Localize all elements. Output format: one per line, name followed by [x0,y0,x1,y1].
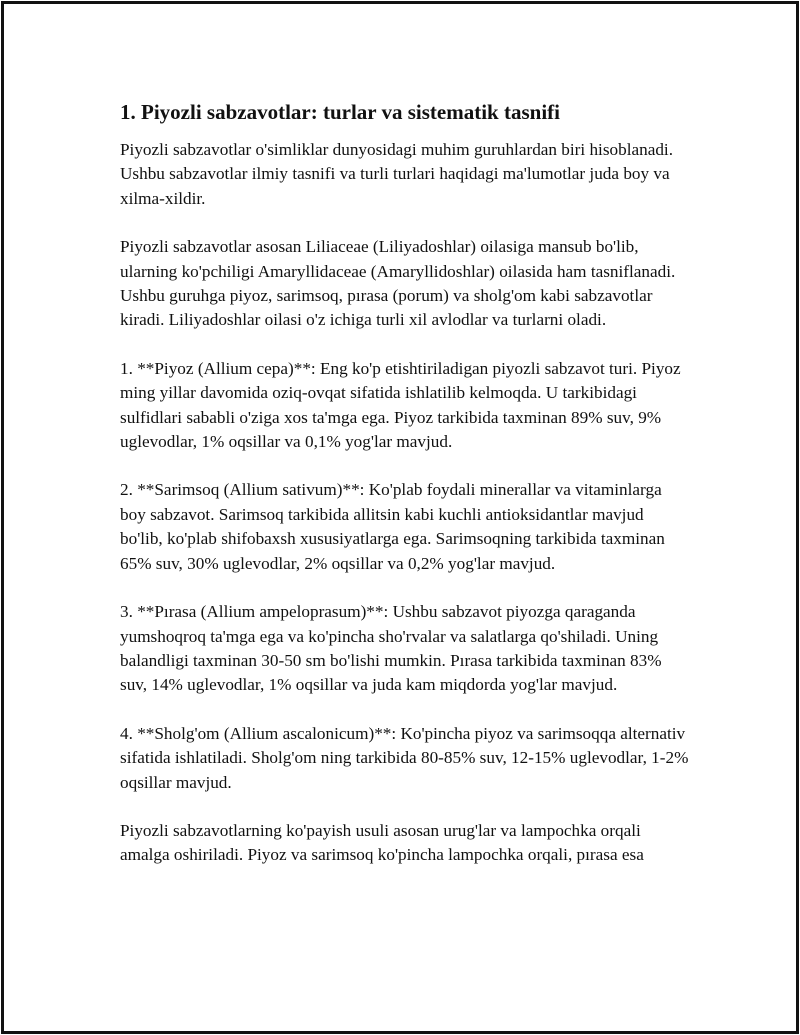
intro-paragraph: Piyozli sabzavotlar o'simliklar dunyosidagi muhim guruhlardan biri hisoblanadi. Ushbu sabzavotlar ilmiy tasnifi va turli turlari haqidagi ma'lumotlar juda boy va xilma-xildir. [120,140,674,208]
document-page [1,1,799,1034]
document-content [120,98,690,868]
leek-paragraph: 3. **Pırasa (Allium ampeloprasum)**: Ushbu sabzavot piyozga qaraganda yumshoqroq ta'mga ega va ko'pincha sho'rvalar va salatlarga qo'shiladi. Uning balandligi taxminan 30-50 sm bo'lishi mumkin. Pırasa tarkibida taxminan 83% suv, 14% uglevodlar, 1% oqsillar va juda kam miqdorda yog'lar mavjud. [120,602,662,695]
propagation-paragraph: Piyozli sabzavotlarning ko'payish usuli asosan urug'lar va lampochka orqali amalga oshiriladi. Piyoz va sarimsoq ko'pincha lampochka orqali, pırasa esa [120,820,644,865]
garlic-paragraph: 2. **Sarimsoq (Allium sativum)**: Ko'plab foydali minerallar va vitaminlarga boy sabzavot. Sarimsoq tarkibida allitsin kabi kuchli antioksidantlar mavjud bo'lib, ko'plab shifobaxsh xususiyatlarga ega. Sarimsoqning tarkibida taxminan 65% suv, 30% uglevodlar, 2% oqsillar va 0,2% yog'lar mavjud. [120,480,665,573]
onion-paragraph: 1. **Piyoz (Allium cepa)**: Eng ko'p etishtiriladigan piyozli sabzavot turi. Piyoz ming yillar davomida oziq-ovqat sifatida ishlatilib kelmoqda. U tarkibidagi sulfidlari sababli o'ziga xos ta'mga ega. Piyoz tarkibida taxminan 89% suv, 9% uglevodlar, 1% oqsillar va 0,1% yog'lar mavjud. [120,358,681,452]
document-title: 1. Piyozli sabzavotlar: turlar va sistematik tasnifi [120,100,560,124]
shallot-paragraph: 4. **Sholg'om (Allium ascalonicum)**: Ko'pincha piyoz va sarimsoqqa alternativ sifatida ishlatiladi. Sholg'om ning tarkibida 80-85% suv, 12-15% uglevodlar, 1-2% oqsillar mavjud. [120,723,689,792]
classification-paragraph: Piyozli sabzavotlar asosan Liliaceae (Liliyadoshlar) oilasiga mansub bo'lib, ularning ko'pchiligi Amaryllidaceae (Amaryllidoshlar) oilasida ham tasniflanadi. Ushbu guruhga piyoz, sarimsoq, pırasa (porum) va sholg'om kabi sabzavotlar kiradi. Liliyadoshlar oilasi o'z ichiga turli xil avlodlar va turlarni oladi. [120,237,676,330]
